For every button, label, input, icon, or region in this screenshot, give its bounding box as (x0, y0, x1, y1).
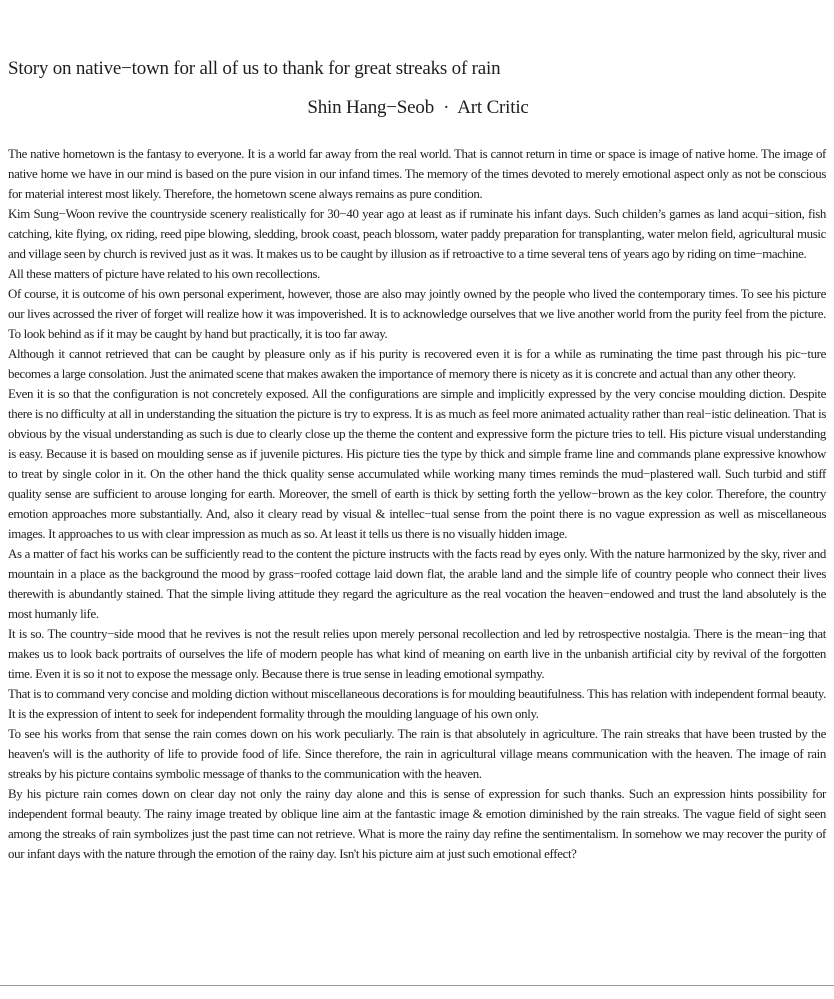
paragraph: By his picture rain comes down on clear day not only the rainy day alone and this is sense of expression for such thanks. Such an expression hints possibility for independent formal beauty. The rainy image treated by oblique line aim at the fantastic image & emotion diminished by the rain streaks. The vague field of sight seen among the streaks of rain symbolizes just the past time can not retrieve. What is more the rainy day refine the sentimentalism. In somehow we may recover the purity of our infant days with the nature through the emotion of the rainy day. Isn't his picture aim at just such emotional effect? (8, 787, 826, 861)
article-body (8, 144, 826, 864)
paragraph: As a matter of fact his works can be sufficiently read to the content the picture instructs with the facts read by eyes only. With the nature harmonized by the sky, river and mountain in a place as the background the mood by grass−roofed cottage laid down flat, the arable land and the simple life of country people who connect their lives therewith is abundantly stained. That the simple living attitude they regard the agriculture as the real vocation the heaven−endowed and trust the land absolutely is the most humanly life. (8, 547, 826, 621)
paragraph: It is so. The country−side mood that he revives is not the result relies upon merely personal recollection and led by retrospective nostalgia. There is the mean−ing that makes us to look back portraits of ourselves the life of modern people has what kind of meaning on earth live in the unbanish artificial city by revival of the forgotten time. Even it is so it not to expose the message only. Because there is true sense in leading emotional sympathy. (8, 627, 826, 681)
paragraph: Kim Sung−Woon revive the countryside scenery realistically for 30−40 year ago at least as if ruminate his infant days. Such childen’s games as land acqui−sition, fish catching, kite flying, ox riding, reed pipe blowing, sledding, brook coast, peach blossom, water paddy preparation for transplanting, water melon field, agricultural music and village seen by church is revived just as it was. It makes us to be caught by illusion as if retroactive to a time several tens of years ago by riding on time−machine. (8, 207, 826, 261)
paragraph: All these matters of picture have related to his own recollections. (8, 267, 320, 281)
paragraph: To see his works from that sense the rain comes down on his work peculiarly. The rain is that absolutely in agriculture. The rain streaks that have been trusted by the heaven's will is the authority of life to provide food of life. Since therefore, the rain in agricultural village means communication with the heaven. The image of rain streaks by his picture contains symbolic message of thanks to the communication with the heaven. (8, 727, 826, 781)
paragraph: Although it cannot retrieved that can be caught by pleasure only as if his purity is recovered even it is for a while as ruminating the time past through his pic−ture becomes a large consolation. Just the animated scene that makes awaken the importance of memory there is nicety as it is concrete and actual than any other theory. (8, 347, 826, 381)
bottom-divider (0, 985, 834, 986)
paragraph: Of course, it is outcome of his own personal experiment, however, those are also may jointly owned by the people who lived the contemporary times. To see his picture our lives acrossed the river of forget will realize how it was impoverished. It is to acknowledge ourselves that we live another world from the purity feel from the picture. To look behind as if it may be caught by hand but practically, it is too far away. (8, 287, 826, 341)
paragraph: The native hometown is the fantasy to everyone. It is a world far away from the real world. That is cannot return in time or space is image of native home. The image of native home we have in our mind is based on the pure vision in our infand times. The memory of the times devoted to merely emotional aspect only as not be conscious for material interest most likely. Therefore, the hometown scene always remains as pure condition. (8, 147, 826, 201)
article-title: Story on native−town for all of us to thank for great streaks of rain (8, 58, 501, 79)
paragraph: That is to command very concise and molding diction without miscellaneous decorations is for moulding beautifulness. This has relation with independent formal beauty. It is the expression of intent to seek for independent formality through the moulding language of his own only. (8, 687, 826, 721)
paragraph: Even it is so that the configuration is not concretely exposed. All the configurations are simple and implicitly expressed by the very concise moulding diction. Despite there is no difficulty at all in understanding the situation the picture is try to express. It is as much as feel more animated actuality rather than real−istic delineation. That is obvious by the visual understanding as such is due to clearly close up the theme the content and expressive form the picture tries to tell. His picture visual understanding is easy. Because it is based on moulding sense as if juvenile pictures. His picture ties the type by thick and simple frame line and commands plane expressive knowhow to treat by single color in it. On the other hand the thick quality sense accumulated while working many times reminds the mud−plastered wall. Such turbid and stiff quality sense are sufficient to arouse longing for earth. Moreover, the smell of earth is thick by setting forth the yellow−brown as the key color. Therefore, the country emotion approaches more substantially. And, also it cleary read by visual & intellec−tual sense from the point there is no vague expression as well as miscellaneous images. It approaches to us with clear impression as much as so. At least it tells us there is no visually hidden image. (8, 387, 826, 541)
author-byline: Shin Hang−Seob · Art Critic (307, 97, 529, 118)
